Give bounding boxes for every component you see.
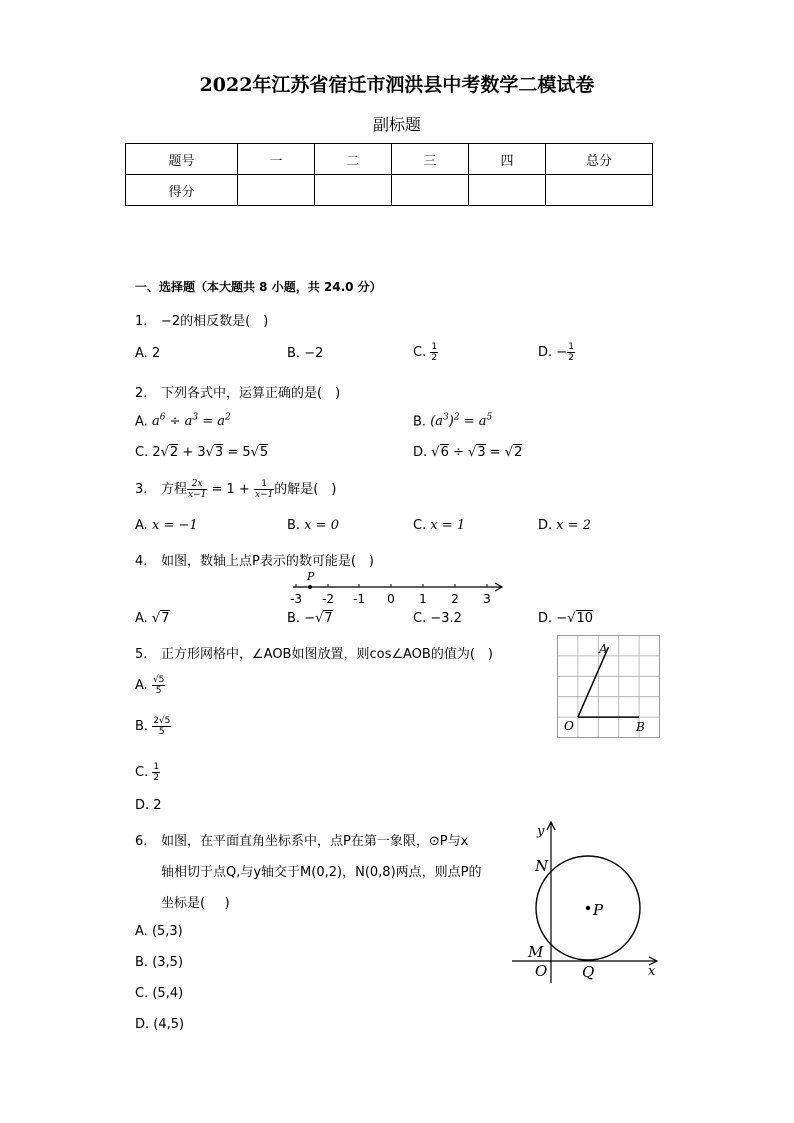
question-number: 3. <box>135 482 148 497</box>
tick-label: 2 <box>451 592 459 606</box>
minus-sign: − <box>556 345 568 360</box>
label-p: P <box>593 901 604 919</box>
score-cell: 总分 <box>546 144 653 175</box>
q2-option-a[interactable] <box>135 413 231 429</box>
option-value: −3.2 <box>430 611 462 626</box>
question-stem: 方程 <box>161 482 188 497</box>
radicand: 7 <box>161 611 170 626</box>
fraction <box>152 762 160 783</box>
option-value: x = 0 <box>304 518 339 533</box>
option-value: (5,4) <box>152 986 184 1001</box>
q4-option-b[interactable]: B. −√7 <box>287 611 333 626</box>
question-6-line-1 <box>135 830 468 849</box>
q1-option-a[interactable] <box>135 346 160 361</box>
section-heading: 一、选择题（本大题共 8 小题，共 24.0 分） <box>135 280 382 294</box>
q2-option-d[interactable] <box>413 445 522 460</box>
fraction: $\frac{1}{x-1}$ <box>254 479 274 500</box>
q6-option-a[interactable] <box>135 924 183 939</box>
fraction <box>152 675 165 696</box>
formula: √6 ÷ √3 = √2 <box>431 445 523 460</box>
option-letter: A. <box>135 414 148 430</box>
fraction <box>567 342 575 363</box>
option-value: (3,5) <box>152 955 184 970</box>
numerator: 1 <box>568 342 574 352</box>
q6-option-c[interactable] <box>135 986 183 1001</box>
question-2 <box>135 382 340 401</box>
minus-sign: − <box>304 611 316 626</box>
question-3: 3. 方程 $\frac{2x}{x-1}$ = 1 + $\frac{1}{x-1}$ 的解是( ) <box>135 479 337 500</box>
score-cell: 得分 <box>126 175 238 206</box>
score-cell: 题号 <box>126 144 238 175</box>
option-letter: A. <box>135 518 148 533</box>
option-letter: A. <box>135 678 148 693</box>
q4-option-a[interactable]: A. √7 <box>135 611 170 626</box>
label-n: N <box>535 857 549 875</box>
q4-option-c[interactable] <box>413 611 462 626</box>
option-value: −2 <box>304 346 324 361</box>
radicand: 7 <box>324 611 333 626</box>
question-number: 2. <box>135 386 148 401</box>
denominator: 5 <box>155 686 162 696</box>
q4-option-d[interactable]: D. −√10 <box>538 611 594 626</box>
option-value: x = −1 <box>151 518 198 533</box>
question-number: 6. <box>135 834 148 849</box>
option-letter: B. <box>135 719 149 734</box>
score-table <box>125 143 653 206</box>
tick-label: -1 <box>353 592 365 606</box>
formula: 2√2 + 3√3 = 5√5 <box>152 445 269 460</box>
question-stem: 如图，数轴上点P表示的数可能是( ) <box>161 554 374 569</box>
question-5 <box>135 643 493 662</box>
option-letter: A. <box>135 924 148 939</box>
label-y: y <box>537 824 545 839</box>
q3-option-c[interactable] <box>413 518 465 533</box>
q3-option-a[interactable] <box>135 518 198 533</box>
tick-label: -3 <box>290 592 302 606</box>
option-letter: C. <box>413 611 427 626</box>
denominator: 2 <box>431 353 438 363</box>
score-input-cell[interactable] <box>546 175 653 206</box>
numerator: 2√5 <box>153 716 171 726</box>
question-stem: 下列各式中，运算正确的是( ) <box>161 386 341 401</box>
score-cell: 二 <box>315 144 392 175</box>
question-stem: −2的相反数是( ) <box>161 314 269 329</box>
point-p-label: P <box>307 570 315 583</box>
label-q: Q <box>582 963 595 981</box>
option-letter: C. <box>135 986 149 1001</box>
score-cell: 四 <box>469 144 546 175</box>
q5-option-c[interactable] <box>135 762 160 783</box>
formula: $(a^3)^2 = a^5$ <box>430 413 493 430</box>
option-letter: B. <box>413 414 427 430</box>
label-a: A <box>599 642 608 656</box>
option-letter: A. <box>135 346 148 361</box>
q1-option-d[interactable] <box>538 342 575 363</box>
q3-option-d[interactable] <box>538 518 591 533</box>
option-letter: D. <box>413 445 428 460</box>
numerator: 1 <box>431 342 438 352</box>
center-p-dot <box>586 906 590 910</box>
fraction <box>430 342 438 363</box>
option-value: (4,5) <box>153 1017 185 1032</box>
tick-label: 3 <box>483 592 491 606</box>
question-6-line-2: 轴相切于点Q,与y轴交于M(0,2)，N(0,8)两点，则点P的 <box>161 865 482 880</box>
option-letter: B. <box>287 518 301 533</box>
option-value: x = 1 <box>430 518 466 533</box>
question-number: 4. <box>135 554 148 569</box>
q5-option-b[interactable] <box>135 716 171 737</box>
numerator: √5 <box>152 675 165 685</box>
option-letter: C. <box>135 445 149 460</box>
label-o: O <box>564 719 574 733</box>
q5-option-d[interactable] <box>135 798 162 813</box>
option-letter: D. <box>538 518 553 533</box>
option-value: (5,3) <box>151 924 183 939</box>
option-letter: B. <box>287 611 301 626</box>
denominator: 5 <box>158 727 165 737</box>
score-table-header-row <box>126 144 653 175</box>
q1-option-b[interactable] <box>287 346 323 361</box>
option-letter: C. <box>413 518 427 533</box>
question-stem: 正方形网格中，∠AOB如图放置，则cos∠AOB的值为( ) <box>161 647 493 662</box>
question-4 <box>135 550 374 569</box>
question-stem: 的解是( ) <box>274 482 337 497</box>
q2-option-b[interactable] <box>413 413 492 429</box>
option-letter: B. <box>135 955 149 970</box>
coordinate-circle-figure <box>506 815 666 987</box>
q5-option-a[interactable] <box>135 675 165 696</box>
score-input-cell[interactable] <box>392 175 469 206</box>
label-x: x <box>648 964 656 979</box>
q6-option-b[interactable] <box>135 955 183 970</box>
minus-sign: − <box>556 611 568 626</box>
option-value: x = 2 <box>556 518 592 533</box>
radicand: 10 <box>576 611 594 626</box>
option-letter: D. <box>135 1017 150 1032</box>
denominator: 2 <box>568 353 574 363</box>
q6-option-d[interactable] <box>135 1017 184 1032</box>
formula: $a^6 \div a^3 = a^2$ <box>151 413 231 430</box>
option-letter: C. <box>413 345 427 360</box>
tick-label: 1 <box>419 592 427 606</box>
option-letter: D. <box>538 345 553 360</box>
number-line-figure <box>285 568 510 608</box>
score-cell: 一 <box>238 144 315 175</box>
option-value: 2 <box>153 798 162 813</box>
question-1 <box>135 310 268 329</box>
question-stem: 如图，在平面直角坐标系中，点P在第一象限，⊙P与x <box>161 834 469 849</box>
option-letter: D. <box>538 611 553 626</box>
score-input-cell[interactable] <box>238 175 315 206</box>
fraction: $\frac{2x}{x-1}$ <box>188 479 207 500</box>
option-letter: C. <box>135 765 149 780</box>
score-cell: 三 <box>392 144 469 175</box>
grid-angle-figure <box>556 634 662 740</box>
label-o: O <box>535 962 548 980</box>
numerator: 1 <box>153 762 160 772</box>
option-letter: B. <box>287 346 301 361</box>
tick-label: -2 <box>322 592 334 606</box>
score-table-score-row <box>126 175 653 206</box>
q1-option-c[interactable] <box>413 342 438 363</box>
point-p-dot <box>308 585 312 589</box>
score-input-cell[interactable] <box>469 175 546 206</box>
label-m: M <box>528 943 544 961</box>
tick-label: 0 <box>387 592 395 606</box>
denominator: 2 <box>153 773 160 783</box>
option-value: 2 <box>151 346 161 361</box>
exam-title: 2022年江苏省宿迁市泗洪县中考数学二模试卷 <box>199 74 595 96</box>
option-letter: A. <box>135 611 148 626</box>
option-letter: D. <box>135 798 150 813</box>
score-input-cell[interactable] <box>315 175 392 206</box>
q3-option-b[interactable] <box>287 518 339 533</box>
q2-option-c[interactable] <box>135 445 268 460</box>
question-number: 5. <box>135 647 148 662</box>
question-6-line-3: 坐标是( ) <box>161 896 230 911</box>
label-b: B <box>636 720 645 734</box>
fraction <box>152 716 171 737</box>
exam-subtitle: 副标题 <box>372 115 421 134</box>
question-number: 1. <box>135 314 148 329</box>
